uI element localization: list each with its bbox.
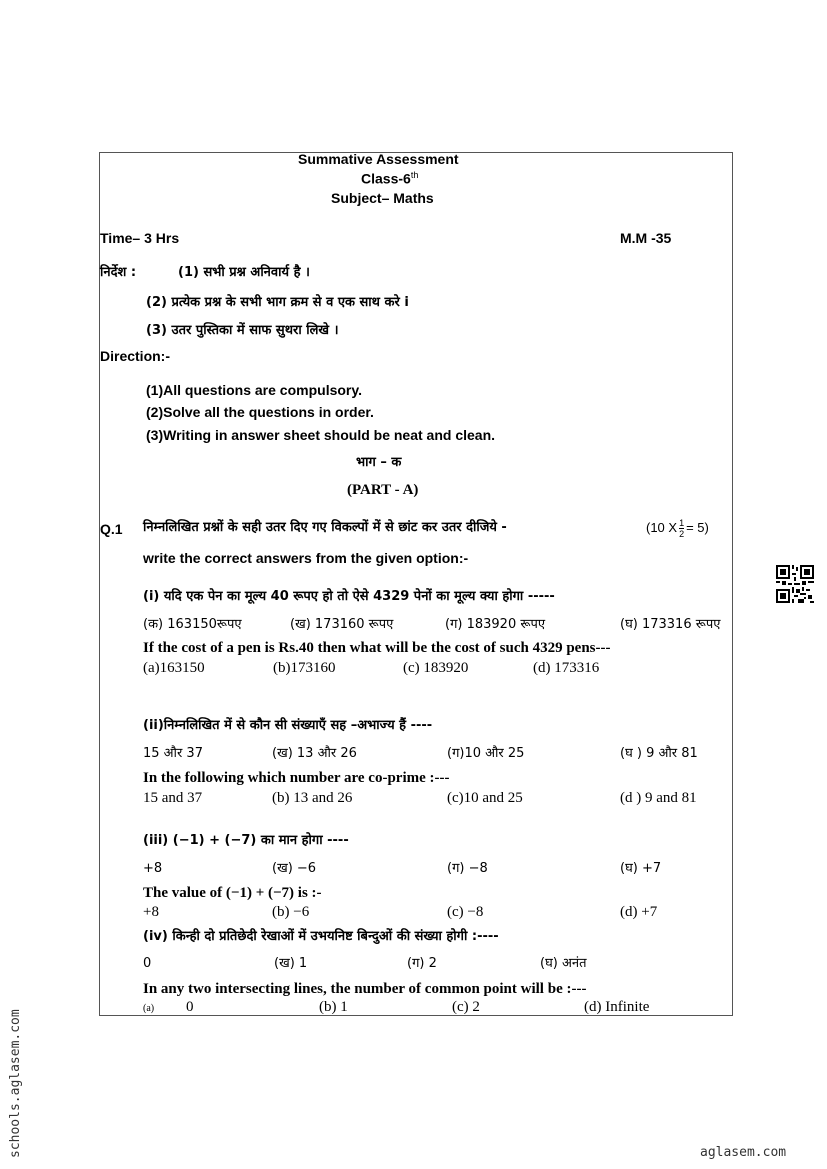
q1-iv-option-hi-c: (ग) 2 xyxy=(407,956,437,971)
q1-i-option-en-c: (c) 183920 xyxy=(403,660,469,676)
q1-iii-option-hi-d: (घ) +7 xyxy=(620,861,662,876)
qr-code-icon xyxy=(776,565,814,603)
q1-iv-option-en-a: 0 xyxy=(186,999,194,1015)
fraction-denominator: 2 xyxy=(679,529,685,539)
class-sup: th xyxy=(410,170,419,180)
q1-ii-option-en-a: 15 and 37 xyxy=(143,790,203,806)
q1-i-question-en: If the cost of a pen is Rs.40 then what will be the cost of such 4329 pens--- xyxy=(143,640,611,656)
q1-i-option-hi-b: (ख) 173160 रूपए xyxy=(290,617,394,632)
max-marks-label: M.M -35 xyxy=(620,230,672,246)
instruction-hi-2: (2) प्रत्येक प्रश्न के सभी भाग क्रम से व एक साथ करे i xyxy=(146,295,409,310)
direction-en-1: (1)All questions are compulsory. xyxy=(146,382,363,398)
watermark-left xyxy=(8,968,24,1158)
part-heading-en: (PART - A) xyxy=(347,482,419,498)
q1-iv-option-hi-d: (घ) अनंत xyxy=(540,956,587,971)
direction-en-2: (2)Solve all the questions in order. xyxy=(146,404,374,420)
time-label: Time– 3 Hrs xyxy=(100,230,180,246)
q1-ii-question-en: In the following which number are co-prime :--- xyxy=(143,770,450,786)
question-number: Q.1 xyxy=(100,521,123,537)
instructions-hi-label: निर्देश : xyxy=(100,265,137,280)
q1-ii-option-hi-d: (घ ) 9 और 81 xyxy=(620,746,698,761)
q1-instruction-hi: निम्नलिखित प्रश्नों के सही उतर दिए गए विकल्पों में से छांट कर उतर दीजिये - xyxy=(143,520,507,535)
q1-i-option-hi-d: (घ) 173316 रूपए xyxy=(620,617,721,632)
q1-marks xyxy=(646,518,709,539)
q1-ii-question-hi: (ii)निम्नलिखित में से कौन सी संख्याएँ सह –अभाज्य हैं ---- xyxy=(143,718,433,733)
watermark-bottom-right: aglasem.com xyxy=(700,1145,787,1160)
q1-iv-option-hi-b: (ख) 1 xyxy=(274,956,308,971)
q1-iv-option-en-prefix: (a) xyxy=(143,1003,155,1014)
q1-iii-question-en: The value of (−1) + (−7) is :- xyxy=(143,885,322,901)
q1-iv-question-hi: (iv) किन्ही दो प्रतिछेदी रेखाओं में उभयनिष्ट बिन्दुओं की संख्या होगी :---- xyxy=(143,929,499,944)
directions-label: Direction:- xyxy=(100,348,170,364)
q1-iv-option-en-c: (c) 2 xyxy=(452,999,480,1015)
q1-iv-option-en-d: (d) Infinite xyxy=(584,999,650,1015)
q1-iii-option-en-d: (d) +7 xyxy=(620,904,658,920)
part-heading-hi: भाग – क xyxy=(356,455,402,470)
q1-iii-option-en-c: (c) −8 xyxy=(447,904,484,920)
q1-i-option-en-a: (a)163150 xyxy=(143,660,205,676)
q1-iii-question-hi: (iii) (−1) + (−7) का मान होगा ---- xyxy=(143,833,349,848)
q1-marks-post: = 5) xyxy=(686,519,709,535)
class-label xyxy=(361,171,418,186)
fraction-numerator: 1 xyxy=(679,518,685,528)
q1-iii-option-hi-c: (ग) −8 xyxy=(447,861,488,876)
q1-ii-option-hi-b: (ख) 13 और 26 xyxy=(272,746,357,761)
q1-ii-option-en-b: (b) 13 and 26 xyxy=(272,790,353,806)
q1-i-option-hi-c: (ग) 183920 रूपए xyxy=(445,617,546,632)
exam-title: Summative Assessment xyxy=(298,151,459,167)
q1-iii-option-hi-a: +8 xyxy=(143,861,163,876)
direction-en-3: (3)Writing in answer sheet should be neat and clean. xyxy=(146,427,496,443)
q1-marks-pre: (10 X xyxy=(646,519,678,535)
q1-ii-option-en-d: (d ) 9 and 81 xyxy=(620,790,697,806)
q1-iii-option-en-a: +8 xyxy=(143,904,159,920)
instruction-hi-1: (1) सभी प्रश्न अनिवार्य है । xyxy=(178,265,310,280)
q1-i-option-hi-a: (क) 163150रूपए xyxy=(143,617,242,632)
q1-i-option-en-d: (d) 173316 xyxy=(533,660,600,676)
q1-instruction-en: write the correct answers from the given option:- xyxy=(143,550,469,566)
q1-marks-fraction xyxy=(679,518,684,539)
instruction-hi-3: (3) उतर पुस्तिका में साफ सुथरा लिखे । xyxy=(146,323,339,338)
q1-iv-option-en-b: (b) 1 xyxy=(319,999,348,1015)
watermark-left-text: schools.aglasem.com xyxy=(8,1009,23,1158)
q1-i-option-en-b: (b)173160 xyxy=(273,660,336,676)
q1-ii-option-hi-c: (ग)10 और 25 xyxy=(447,746,525,761)
q1-i-question-hi: (i) यदि एक पेन का मूल्य 40 रूपए हो तो ऐसे 4329 पेनों का मूल्य क्या होगा ----- xyxy=(143,589,555,604)
q1-iv-option-hi-a: 0 xyxy=(143,956,152,971)
q1-iv-question-en: In any two intersecting lines, the number of common point will be :--- xyxy=(143,981,587,997)
q1-iii-option-hi-b: (ख) −6 xyxy=(272,861,317,876)
q1-ii-option-en-c: (c)10 and 25 xyxy=(447,790,523,806)
q1-ii-option-hi-a: 15 और 37 xyxy=(143,746,203,761)
class-text: Class-6 xyxy=(361,170,411,187)
q1-iii-option-en-b: (b) −6 xyxy=(272,904,310,920)
subject-label: Subject– Maths xyxy=(331,190,434,206)
